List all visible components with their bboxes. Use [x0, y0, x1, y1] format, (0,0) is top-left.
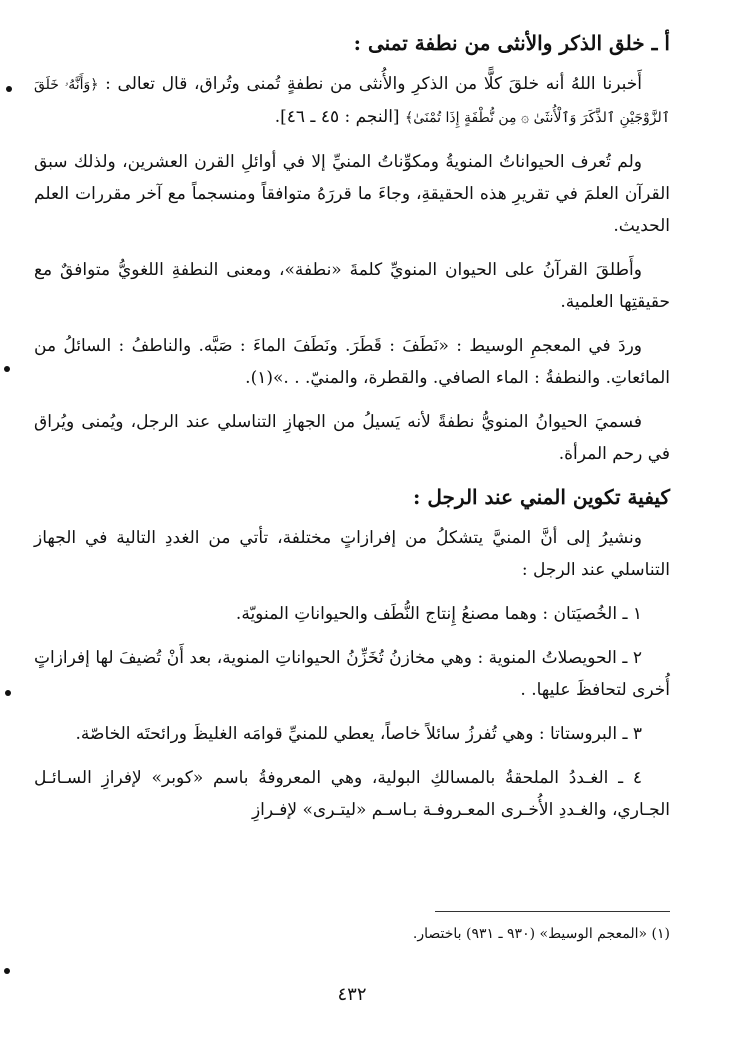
margin-mark-top — [6, 86, 12, 92]
list-item-vesicles: ٢ ـ الحويصلاتُ المنوية : وهي مخازنُ تُخَزِّنُ الحيواناتِ المنوية، بعد أَنْ تُضيفَ لها إفرازاتٍ أُخرى لتحافظَ عليها. . — [34, 648, 670, 700]
paragraph-dictionary: وردَ في المعجمِ الوسيط : «نَطَفَ : قَطَرَ. ونَطَفَ الماءَ : صَبَّه. والناطفُ : السائلُ من المائعاتِ. والنطفةُ : الماء الصافي. والقطرة، والمنيّ. . .»(١). — [34, 336, 670, 388]
paragraph-science: ولم تُعرف الحيواناتُ المنويةُ ومكوِّناتُ المنيِّ إلا في أوائلِ القرن العشرين، ولذلك سبق القرآن العلمَ في تقريرِ هذه الحقيقةِ، وجاءَ ما قررَهُ متوافقاً ومنسجماً مع آخر مقررات العلم الحديث. — [34, 152, 670, 236]
list-item-testes: ١ ـ الخُصيَتان : وهما مصنعُ إِنتاج النُّطَف والحيواناتِ المنويّة. — [235, 604, 642, 624]
page-number: ٤٣٢ — [337, 984, 367, 1005]
footnote-divider — [435, 911, 670, 912]
book-page — [34, 18, 670, 1038]
list-item-glands: ٤ ـ الغـددُ الملحقةُ بالمسالكِ البولية، وهي المعروفةُ باسم «كوبر» لإفرازِ السـائـل الجـاري، والغـددِ الأُخـرى المعـروفـة بـاسـم «ليتـرى» لإفـرازِ — [34, 768, 670, 820]
paragraph-nutfa: وأَطلقَ القرآنُ على الحيوان المنويِّ كلمةَ «نطفة»، ومعنى النطفةِ اللغويُّ متوافقٌ مع حقيقتِها العلمية. — [34, 260, 670, 312]
list-item-prostate: ٣ ـ البروستاتا : وهي تُفرزُ سائلاً خاصاً، يعطي للمنيِّ قوامَه الغليظَ ورائحتَه الخاصّة. — [75, 724, 642, 744]
quran-verse: ﴿وَأَنَّهُۥ خَلَقَ ٱلزَّوْجَيْنِ ٱلذَّكَرَ وَٱلْأُنثَىٰ ۞ مِن نُّطْفَةٍ إِذَا تُمْنَىٰ﴾ — [34, 77, 670, 126]
section-heading-creation: أ ـ خلق الذكر والأنثى من نطفة تمنى : — [353, 31, 670, 55]
margin-mark-bottom — [4, 968, 10, 974]
paragraph-secretions: ونشيرُ إلى أنَّ المنيَّ يتشكلُ من إفرازاتٍ مختلفة، تأتي من الغددِ التالية في الجهاز التناسلي عند الرجل : — [34, 528, 670, 580]
section-heading-formation: كيفية تكوين المني عند الرجل : — [413, 485, 670, 509]
margin-mark-middle — [4, 366, 10, 372]
quran-reference: [النجم : ٤٥ ـ ٤٦]. — [274, 107, 400, 127]
intro-text: أَخبرنا اللهُ أنه خلقَ كلًّا من الذكرِ والأُنثى من نطفةٍ تُمنى وتُراق، قال تعالى : — [105, 74, 642, 94]
margin-mark-lower — [5, 690, 11, 696]
paragraph-intro — [34, 68, 670, 134]
footnote: (١) «المعجم الوسيط» (٩٣٠ ـ ٩٣١) باختصار. — [412, 926, 670, 942]
paragraph-naming: فسميَ الحيوانُ المنويُّ نطفةً لأنه يَسيلُ من الجهازِ التناسلي عند الرجل، ويُمنى ويُراق في رحم المرأة. — [34, 412, 670, 464]
